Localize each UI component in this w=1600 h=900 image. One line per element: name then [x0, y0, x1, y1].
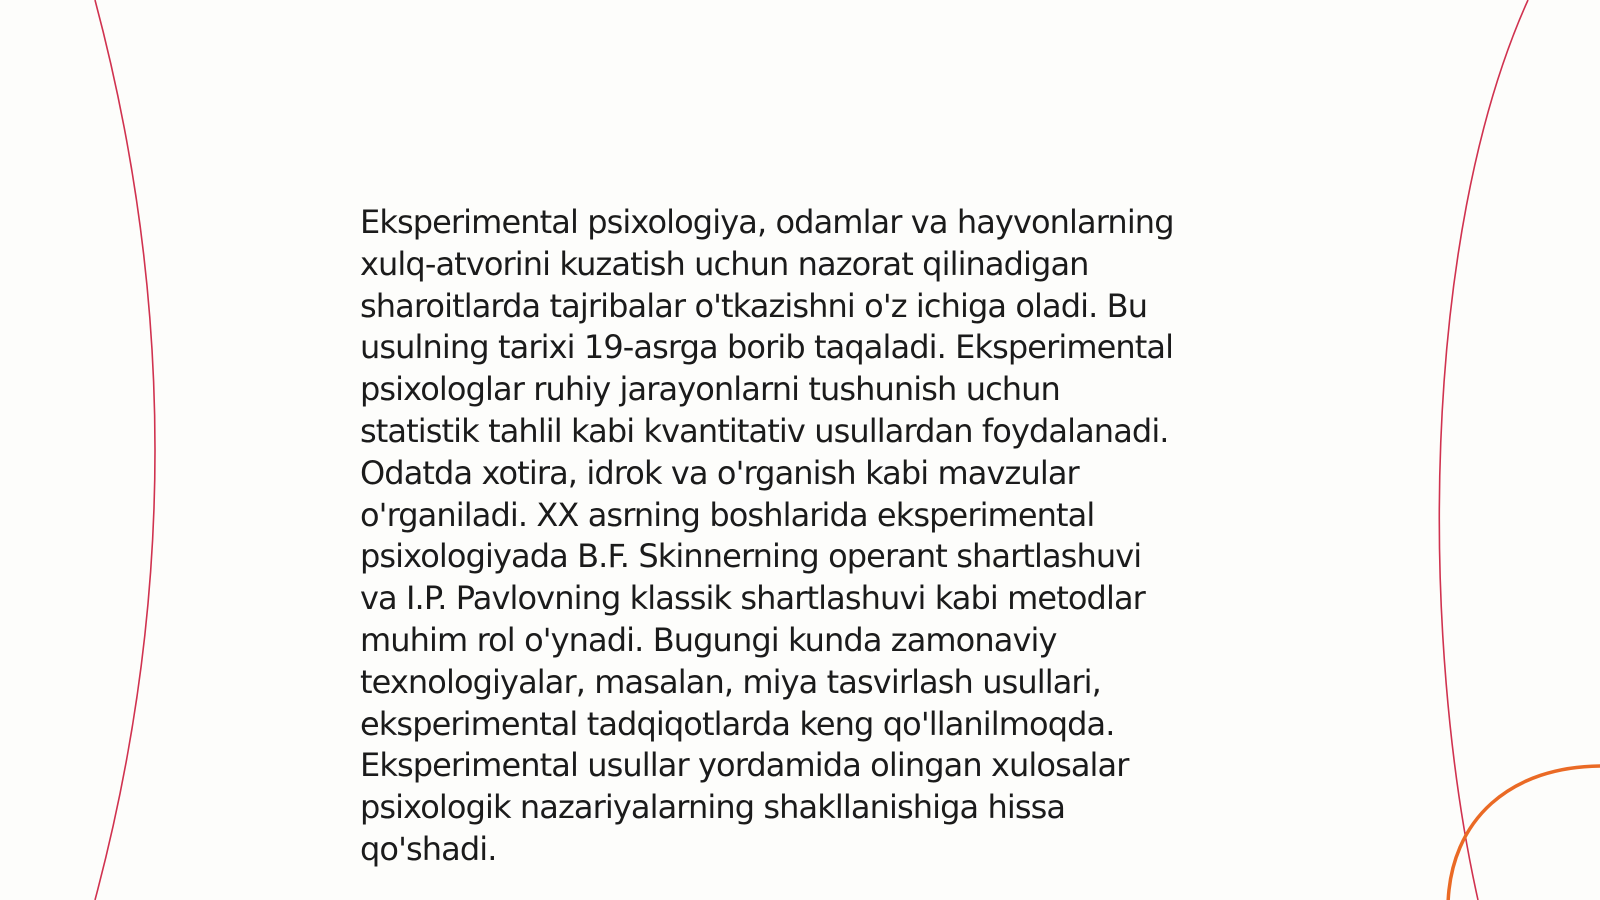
right-curve-line	[1439, 0, 1528, 900]
slide-body-text: Eksperimental psixologiya, odamlar va hayvonlarning xulq-atvorini kuzatish uchun nazorat qilinadigan sharoitlarda tajribalar o'tkazishni o'z ichiga oladi. Bu usulning tarixi 19-asrga borib taqaladi. Eksperimental psixologlar ruhiy jarayonlarni tushunish uchun statistik tahlil kabi kvantitativ usullardan foydalanadi. Odatda xotira, idrok va o'rganish kabi mavzular o'rganiladi. XX asrning boshlarida eksperimental psixologiyada B.F. Skinnerning operant shartlashuvi va I.P. Pavlovning klassik shartlashuvi kabi metodlar muhim rol o'ynadi. Bugungi kunda zamonaviy texnologiyalar, masalan, miya tasvirlash usullari, eksperimental tadqiqotlarda keng qo'llanilmoqda. Eksperimental usullar yordamida olingan xulosalar psixologik nazariyalarning shakllanishiga hissa qo'shadi.	[360, 203, 1174, 868]
accent-arc	[1448, 766, 1600, 900]
left-curve-line	[95, 0, 155, 900]
